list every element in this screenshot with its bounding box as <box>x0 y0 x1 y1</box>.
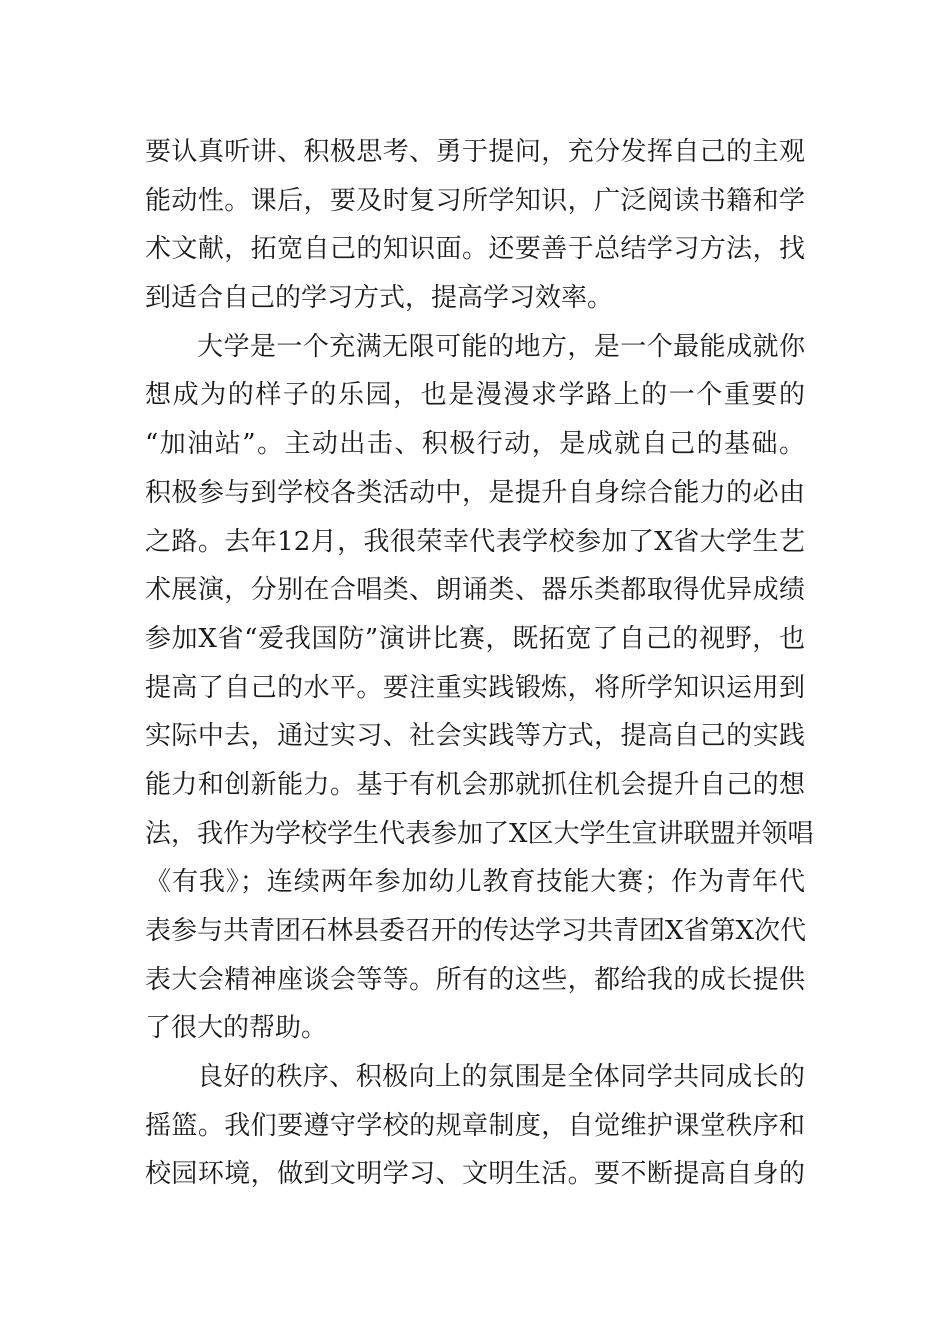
text-line: 参加X省“爱我国防”演讲比赛，既拓宽了自己的视野，也 <box>145 623 805 654</box>
text-line: 法，我作为学校学生代表参加了X区大学生宣讲联盟并领唱 <box>145 818 814 849</box>
paragraph-start-line: 大学是一个充满无限可能的地方，是一个最能成就你 <box>197 331 805 362</box>
text-line: 术文献，拓宽自己的知识面。还要善于总结学习方法，找 <box>145 234 805 265</box>
text-line: 表大会精神座谈会等等。所有的这些，都给我的成长提供 <box>145 964 805 995</box>
body-text <box>145 128 814 1199</box>
text-line: “加油站”。主动出击、积极行动，是成就自己的基础。 <box>145 429 805 460</box>
text-line: 表参与共青团石林县委召开的传达学习共青团X省第X次代 <box>145 916 807 946</box>
text-line: 积极参与到学校各类活动中，是提升自身综合能力的必由 <box>145 477 805 508</box>
text-line: 了很大的帮助。 <box>145 1013 328 1044</box>
text-line: 实际中去，通过实习、社会实践等方式，提高自己的实践 <box>145 721 805 752</box>
text-line: 要认真听讲、积极思考、勇于提问，充分发挥自己的主观 <box>145 137 805 167</box>
text-line: 之路。去年12月，我很荣幸代表学校参加了X省大学生艺 <box>145 526 805 557</box>
text-line: 想成为的样子的乐园，也是漫漫求学路上的一个重要的 <box>145 380 805 411</box>
text-line: 能动性。课后，要及时复习所学知识，广泛阅读书籍和学 <box>145 185 805 216</box>
text-line: 提高了自己的水平。要注重实践锻炼，将所学知识运用到 <box>145 672 805 703</box>
text-line: 《有我》；连续两年参加幼儿教育技能大赛；作为青年代 <box>145 867 805 898</box>
text-line: 术展演，分别在合唱类、朗诵类、器乐类都取得优异成绩 <box>145 575 805 606</box>
text-line: 摇篮。我们要遵守学校的规章制度，自觉维护课堂秩序和 <box>145 1110 805 1141</box>
text-line: 校园环境，做到文明学习、文明生活。要不断提高自身的 <box>145 1159 805 1190</box>
paragraph-start-line: 良好的秩序、积极向上的氛围是全体同学共同成长的 <box>197 1062 805 1093</box>
text-line: 能力和创新能力。基于有机会那就抓住机会提升自己的想 <box>145 769 805 800</box>
text-line: 到适合自己的学习方式，提高学习效率。 <box>145 283 614 314</box>
